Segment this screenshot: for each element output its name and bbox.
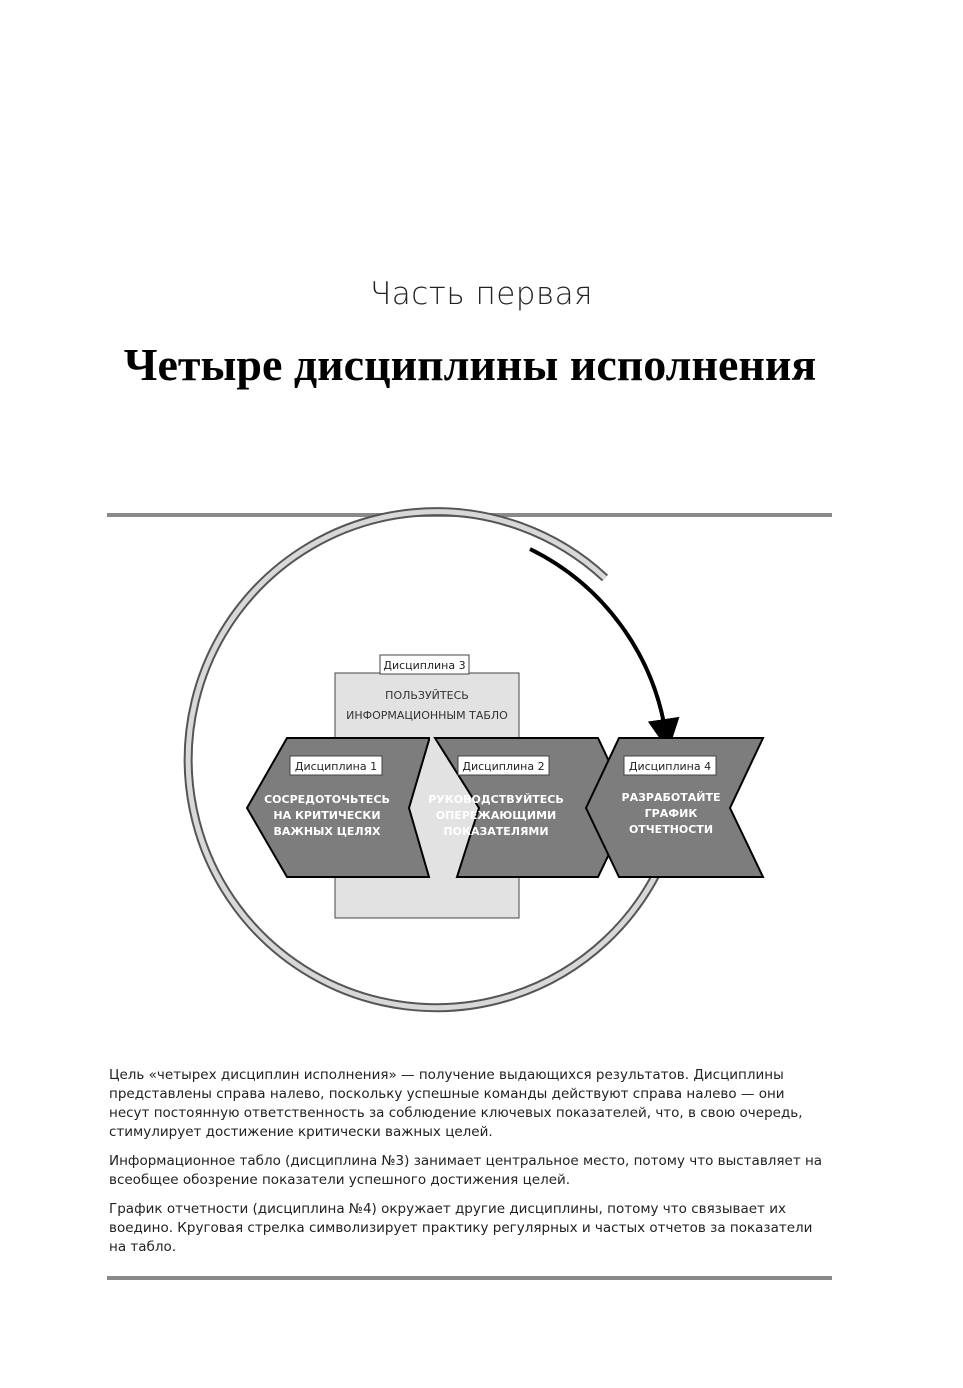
discipline3-tag: Дисциплина 3: [383, 659, 466, 672]
discipline3-line2: ИНФОРМАЦИОННЫМ ТАБЛО: [346, 709, 508, 722]
discipline4-line3: ОТЧЕТНОСТИ: [628, 823, 714, 836]
part-label: Часть первая: [370, 276, 593, 312]
discipline2-tag: Дисциплина 2: [462, 760, 545, 773]
discipline4-line2: ГРАФИК: [644, 807, 698, 820]
discipline2-line2: ОПЕРЕЖАЮЩИМИ: [435, 809, 557, 822]
caption-paragraph-2: Информационное табло (дисциплина №3) занимает центральное место, потому что выставляет на всеобщее обозрение показатели успешного достижения целей.: [109, 1153, 823, 1188]
discipline1-tag: Дисциплина 1: [294, 760, 378, 773]
discipline1-line3: ВАЖНЫХ ЦЕЛЯХ: [273, 825, 381, 838]
caption-paragraph-3: График отчетности (дисциплина №4) окружает другие дисциплины, потому что связывает их воедино. Круговая стрелка символизирует практику регулярных и частых отчетов за показатели на табло.: [109, 1201, 813, 1255]
discipline1-line2: НА КРИТИЧЕСКИ: [273, 809, 381, 822]
caption-paragraph-1: Цель «четырех дисциплин исполнения» — получение выдающихся результатов. Дисциплины представлены справа налево, поскольку успешные команды действуют справа налево — они несут постоянную ответственность за соблюдение ключевых показателей, что, в свою очередь, стимулирует достижение критически важных целей.: [109, 1067, 803, 1140]
part-title: Четыре дисциплины исполнения: [123, 339, 817, 390]
discipline1-line1: СОСРЕДОТОЧЬТЕСЬ: [264, 793, 390, 806]
discipline3-line1: ПОЛЬЗУЙТЕСЬ: [385, 689, 469, 702]
bottom-divider: [107, 1276, 832, 1280]
diagram-caption: [109, 1066, 829, 1267]
discipline4-tag: Дисциплина 4: [628, 760, 712, 773]
discipline2-line1: РУКОВОДСТВУЙТЕСЬ: [428, 793, 564, 806]
discipline2-line3: ПОКАЗАТЕЛЯМИ: [443, 825, 549, 838]
discipline4-line1: РАЗРАБОТАЙТЕ: [621, 791, 721, 804]
